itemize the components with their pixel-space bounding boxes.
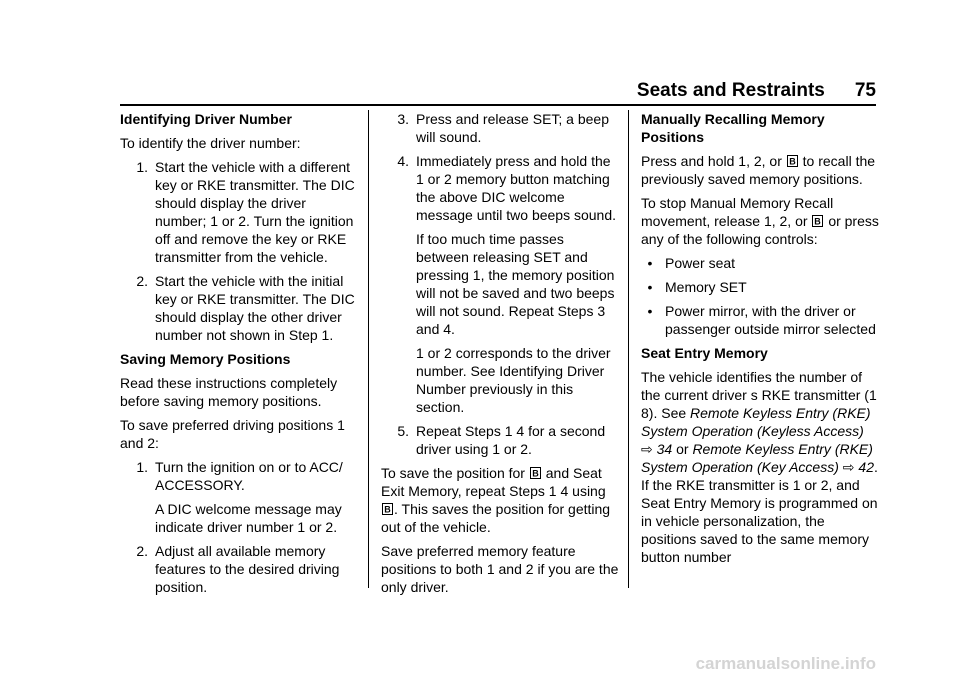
text-run: The vehicle identifies the number of the current driver s RKE transmitter (1 8). See [641, 369, 877, 421]
paragraph: To identify the driver number: [120, 135, 301, 151]
header-rule [120, 104, 876, 106]
step-text: Repeat Steps 1 4 for a second driver using 1 or 2. [416, 423, 606, 457]
list-item [641, 254, 879, 272]
bullet-text: Memory SET [665, 279, 747, 295]
step-note: A DIC welcome message may indicate driver number 1 or 2. [155, 501, 342, 535]
section-title: Seats and Restraints [636, 80, 825, 101]
memory-exit-icon [530, 467, 541, 479]
text-run: . This saves the position for getting out of the vehicle. [381, 501, 611, 535]
text-run: and Seat Exit Memory, repeat Steps 1 4 using [381, 465, 606, 499]
svg-text:B: B [532, 468, 539, 479]
step-text: Start the vehicle with the initial key or RKE transmitter. The DIC should display the other driver number not shown in Step 1. [155, 273, 355, 343]
column-1 [120, 110, 356, 602]
text-run: or [676, 441, 689, 457]
svg-text:B: B [384, 504, 391, 515]
svg-text:B: B [814, 216, 822, 227]
memory-exit-icon [812, 215, 823, 227]
cross-ref-link[interactable]: Remote Keyless Entry (RKE) System Operation (Keyless Access) [641, 405, 871, 439]
bullet: • [647, 303, 653, 319]
heading-identifying-driver: Identifying Driver Number [120, 111, 292, 127]
step-number: 5. [397, 423, 409, 439]
step-text: Turn the ignition on or to ACC/ ACCESSORY. [155, 459, 343, 493]
list-item [641, 278, 879, 296]
step-item [381, 152, 619, 224]
heading-saving-memory: Saving Memory Positions [120, 351, 291, 367]
step-item [120, 542, 356, 596]
bullet: • [647, 255, 653, 271]
step-item [120, 272, 356, 344]
step-number: 2. [136, 543, 148, 559]
step-item [381, 422, 619, 458]
page-number: 75 [854, 80, 876, 101]
step-number: 3. [397, 111, 409, 127]
step-number: 4. [397, 153, 409, 169]
paragraph [641, 194, 879, 248]
memory-exit-icon [787, 155, 798, 167]
step-item [120, 458, 356, 494]
text-run: . If the RKE transmitter is 1 or 2, and Seat Entry Memory is programmed on in vehicle personalization, the positions saved to the same memory button number [641, 459, 878, 565]
paragraph: Save preferred memory feature positions to both 1 and 2 if you are the only driver. [381, 543, 619, 595]
step-item [120, 158, 356, 266]
heading-seat-entry: Seat Entry Memory [641, 345, 768, 361]
column-3 [641, 110, 879, 572]
bullet-text: Power mirror, with the driver or passenger outside mirror selected [665, 303, 876, 337]
step-number: 1. [136, 459, 148, 475]
paragraph [381, 464, 619, 536]
heading-manual-recall: Manually Recalling Memory Positions [641, 111, 825, 145]
list-item [641, 302, 879, 338]
text-run: To save the position for [381, 465, 525, 481]
step-text: Press and release SET; a beep will sound. [416, 111, 610, 145]
memory-exit-icon [382, 503, 393, 515]
page-ref[interactable]: ⇨ 34 [641, 441, 673, 457]
text-run: to recall the previously saved memory positions. [641, 153, 876, 187]
step-text: Adjust all available memory features to the desired driving position. [155, 543, 340, 595]
paragraph [641, 368, 879, 566]
page-ref[interactable]: ⇨ 42 [842, 459, 874, 475]
step-number: 1. [136, 159, 148, 175]
column-divider [368, 110, 369, 588]
column-2 [381, 110, 619, 602]
bullet: • [647, 279, 653, 295]
paragraph: To save preferred driving positions 1 and 2: [120, 417, 345, 451]
paragraph: Read these instructions completely before saving memory positions. [120, 375, 338, 409]
page-header [120, 80, 876, 102]
step-text: Immediately press and hold the 1 or 2 memory button matching the above DIC welcome message until two beeps sound. [416, 153, 617, 223]
step-text: Start the vehicle with a different key or RKE transmitter. The DIC should display the driver number; 1 or 2. Turn the ignition off and remove the key or RKE transmitter from the vehicle. [155, 159, 355, 265]
step-note: 1 or 2 corresponds to the driver number. See Identifying Driver Number previously in this section. [416, 345, 611, 415]
step-item [381, 110, 619, 146]
text-run: To stop Manual Memory Recall movement, release 1, 2, or [641, 195, 834, 229]
watermark: carmanualsonline.info [695, 654, 876, 673]
text-run: Press and hold 1, 2, or [641, 153, 782, 169]
step-number: 2. [136, 273, 148, 289]
bullet-text: Power seat [665, 255, 736, 271]
paragraph [641, 152, 879, 188]
svg-text:B: B [789, 156, 796, 167]
cross-ref-link[interactable]: Remote Keyless Entry (RKE) System Operation (Key Access) [641, 441, 873, 475]
step-note: If too much time passes between releasing SET and pressing 1, the memory position will not be saved and two beeps will not sound. Repeat Steps 3 and 4. [416, 231, 615, 337]
text-run: or press any of the following controls: [641, 213, 879, 247]
column-divider [628, 110, 629, 588]
